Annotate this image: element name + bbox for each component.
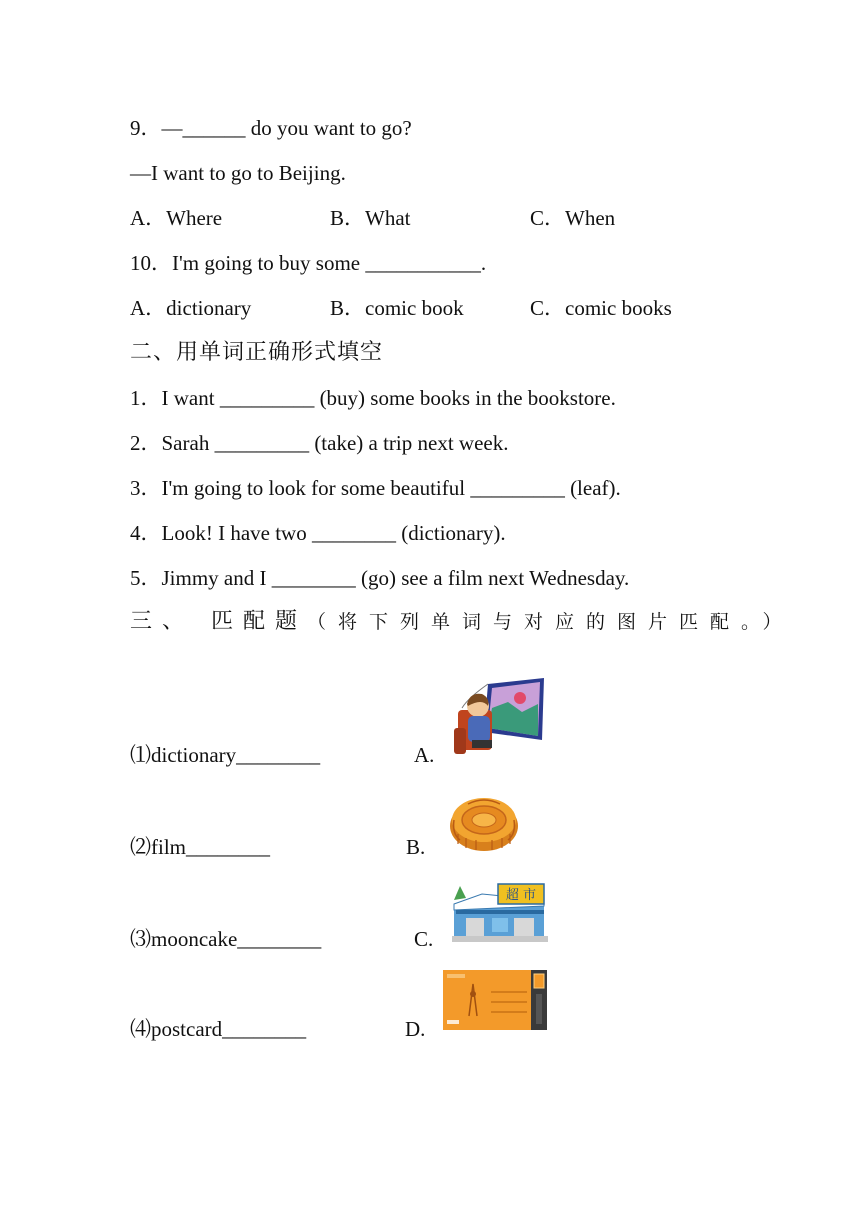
q10-option-c[interactable]: C．comic books — [530, 296, 672, 320]
match-word-1[interactable]: ⑴dictionary________ — [130, 743, 321, 767]
supermarket-icon — [452, 880, 548, 942]
q9-option-b[interactable]: B．What — [330, 206, 411, 230]
match-word-4[interactable]: ⑷postcard________ — [130, 1017, 307, 1041]
section2-item-1[interactable]: 1．I want _________ (buy) some books in the bookstore. — [130, 386, 616, 410]
q10-question: 10．I'm going to buy some ___________. — [130, 251, 487, 275]
q10-option-a[interactable]: A．dictionary — [130, 296, 252, 320]
match-letter-d: D. — [405, 1017, 426, 1041]
match-letter-c: C. — [414, 927, 434, 951]
match-letter-b: B. — [406, 835, 426, 859]
section2-item-3[interactable]: 3．I'm going to look for some beautiful _________ (leaf). — [130, 476, 621, 500]
mooncake-icon — [444, 790, 526, 854]
section2-item-2[interactable]: 2．Sarah _________ (take) a trip next week. — [130, 431, 509, 455]
section3-heading — [130, 608, 794, 636]
match-letter-a: A. — [414, 743, 435, 767]
q10-option-b[interactable]: B．comic book — [330, 296, 464, 320]
q9-option-c[interactable]: C．When — [530, 206, 616, 230]
section3-instruction: （将下列单词与对应的图片匹配。） — [307, 611, 794, 633]
film-icon — [448, 658, 572, 762]
q9-question: 9．—______ do you want to go? — [130, 116, 412, 140]
postcard-icon — [443, 970, 547, 1030]
match-word-3[interactable]: ⑶mooncake________ — [130, 927, 322, 951]
section2-heading: 二、用单词正确形式填空 — [130, 340, 384, 365]
section2-item-5[interactable]: 5．Jimmy and I ________ (go) see a film next Wednesday. — [130, 566, 630, 590]
q9-option-a[interactable]: A．Where — [130, 206, 223, 230]
section2-item-4[interactable]: 4．Look! I have two ________ (dictionary). — [130, 521, 506, 545]
supermarket-sign-text: 超 市 — [505, 888, 537, 903]
q9-answer-line: —I want to go to Beijing. — [130, 161, 346, 185]
section3-title: 三、 匹配题 — [130, 609, 307, 634]
match-word-2[interactable]: ⑵film________ — [130, 835, 270, 859]
